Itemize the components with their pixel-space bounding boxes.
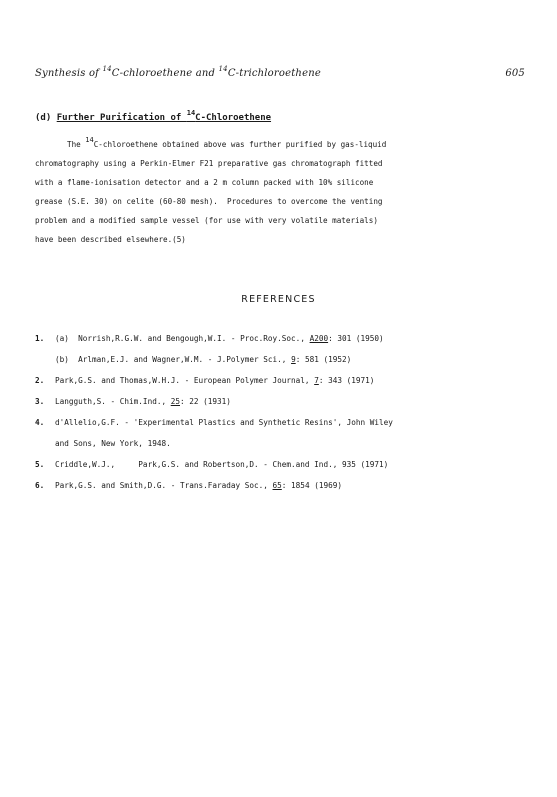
paragraph-line-4: grease (S.E. 30) on celite (60-80 mesh). Procedures to overcome the venting: [35, 197, 383, 206]
reference-4: [35, 412, 540, 433]
section-title: [56, 109, 272, 123]
reference-5: [35, 454, 540, 475]
paragraph-line-1-b: C-chloroethene obtained above was further purified by gas-liquid: [93, 140, 387, 149]
reference-1a-volume: A200: [309, 334, 329, 343]
reference-number: 1.: [35, 334, 45, 343]
reference-number: 4.: [35, 418, 45, 427]
reference-4-text: d'Allelio,G.F. - 'Experimental Plastics and Synthetic Resins', John Wiley: [55, 418, 393, 427]
section-title-a: Further Purification of: [56, 113, 187, 123]
reference-2-text: Park,G.S. and Thomas,W.H.J. - European Polymer Journal,: [55, 376, 315, 385]
running-header: [35, 65, 525, 79]
reference-3: [35, 391, 540, 412]
reference-number: 2.: [35, 376, 45, 385]
reference-1b-text: Arlman,E.J. and Wagner,W.M. - J.Polymer Sci.,: [78, 355, 292, 364]
paragraph-line-1: [35, 135, 535, 154]
reference-number: 3.: [35, 397, 45, 406]
header-title-b: C-chloroethene and: [111, 68, 219, 79]
reference-1: [35, 328, 540, 349]
section-title-b: C-Chloroethene: [195, 113, 272, 123]
reference-3-tail: : 22 (1931): [179, 397, 231, 406]
paragraph-line-5: problem and a modified sample vessel (for use with very volatile materials): [35, 216, 378, 225]
reference-6-tail: : 1854 (1969): [281, 481, 342, 490]
header-sup-a: 14: [102, 65, 112, 73]
reference-1a-tail: : 301 (1950): [328, 334, 384, 343]
paragraph-line-6: have been described elsewhere.(5): [35, 235, 186, 244]
reference-1b-label: (b): [55, 355, 79, 364]
paragraph-line-3: with a flame-ionisation detector and a 2 m column packed with 10% silicone: [35, 178, 374, 187]
paragraph-line-1-a: The: [35, 140, 86, 149]
header-title-c: C-trichloroethene: [227, 68, 321, 79]
section-sup: 14: [186, 109, 196, 117]
references-list: [35, 328, 540, 496]
reference-1b: [35, 349, 540, 370]
section-heading: [35, 109, 272, 123]
reference-number: 5.: [35, 460, 45, 469]
reference-4-cont: and Sons, New York, 1948.: [55, 439, 171, 448]
reference-6-text: Park,G.S. and Smith,D.G. - Trans.Faraday Soc.,: [55, 481, 273, 490]
reference-2: [35, 370, 540, 391]
reference-3-text: Langguth,S. - Chim.Ind.,: [55, 397, 171, 406]
reference-6-volume: 65: [272, 481, 282, 490]
reference-1b-tail: : 581 (1952): [295, 355, 352, 364]
paragraph-line-1-sup: 14: [85, 136, 94, 144]
reference-2-volume: 7: [314, 376, 319, 385]
paragraph-line-2: chromatography using a Perkin-Elmer F21 preparative gas chromatograph fitted: [35, 159, 383, 168]
reference-1a-label: (a): [55, 334, 79, 343]
header-sup-b: 14: [218, 65, 228, 73]
reference-2-tail: : 343 (1971): [318, 376, 375, 385]
reference-5-text: Criddle,W.J., Park,G.S. and Robertson,D. - Chem.and Ind., 935 (1971): [55, 460, 389, 469]
page-number: 605: [505, 68, 525, 79]
reference-3-volume: 25: [170, 397, 180, 406]
section-paragraph: [35, 135, 535, 249]
reference-number: 6.: [35, 481, 45, 490]
reference-6: [35, 475, 540, 496]
reference-1a-text: Norrish,R.G.W. and Bengough,W.I. - Proc.Roy.Soc.,: [78, 334, 310, 343]
section-label: (d): [35, 113, 57, 123]
references-heading: REFERENCES: [241, 294, 316, 305]
reference-4-continued: [35, 433, 540, 454]
header-title-a: Synthesis of: [35, 68, 103, 79]
reference-1b-volume: 9: [291, 355, 296, 364]
